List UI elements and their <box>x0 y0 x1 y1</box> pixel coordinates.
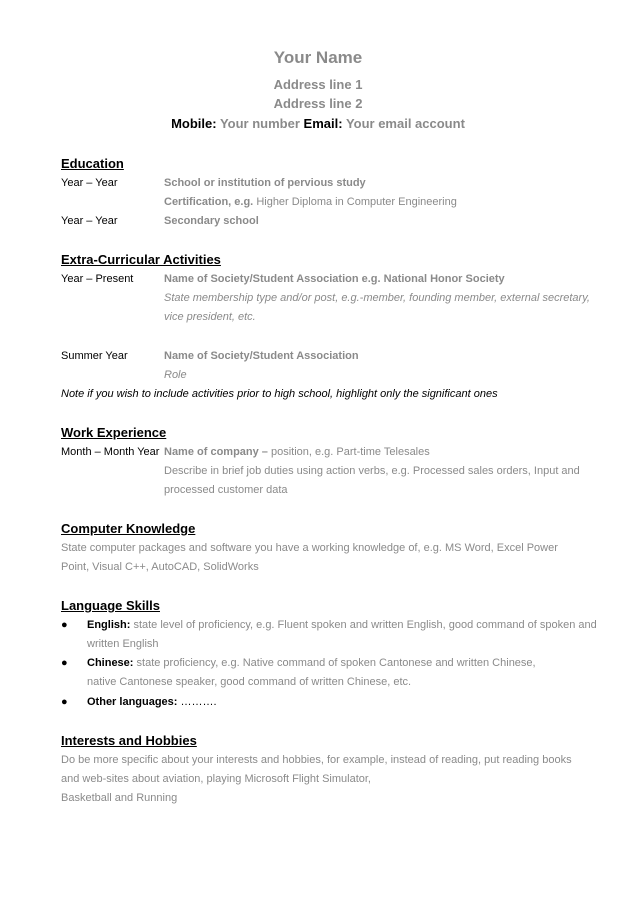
other-languages-label: Other languages: <box>87 696 178 708</box>
activity-name-2: Name of Society/Student Association <box>164 350 359 362</box>
computer-heading: Computer Knowledge <box>61 521 196 536</box>
work-position: position, e.g. Part-time Telesales <box>270 446 430 458</box>
certification-value: Higher Diploma in Computer Engineering <box>256 196 457 208</box>
english-label: English: <box>87 619 131 631</box>
chinese-label: Chinese: <box>87 657 134 669</box>
education-heading: Education <box>61 156 124 171</box>
work-company-line <box>164 443 604 462</box>
education-year-1: Year – Year <box>61 177 118 189</box>
contact-line <box>0 114 636 133</box>
work-company: Name of company – <box>164 446 268 458</box>
interests-text-2: Basketball and Running <box>61 792 178 804</box>
resume-name: Your Name <box>273 48 363 67</box>
language-other <box>87 693 597 712</box>
bullet-icon: ● <box>61 657 68 669</box>
resume-header <box>0 47 636 133</box>
interests-text: Do be more specific about your interests and hobbies, for example, instead of reading, put reading books and web-sites about aviation, playing Microsoft Flight Simulator, <box>61 754 572 786</box>
address-line-2: Address line 2 <box>273 96 363 112</box>
language-english <box>87 616 597 655</box>
work-duties: Describe in brief job duties using action verbs, e.g. Processed sales orders, Input and processed customer data <box>164 465 580 497</box>
language-heading: Language Skills <box>61 598 160 613</box>
mobile-value: Your number <box>219 115 300 131</box>
education-school-2: Secondary school <box>164 215 259 227</box>
certification-label: Certification, e.g. <box>164 196 254 208</box>
bullet-icon: ● <box>61 696 68 708</box>
computer-text: State computer packages and software you have a working knowledge of, e.g. MS Word, Excel Power Point, Visual C++, AutoCAD, SolidWorks <box>61 542 558 574</box>
activity-year-2: Summer Year <box>61 350 128 362</box>
activity-detail-1: State membership type and/or post, e.g.-member, founding member, external secretary, vice president, etc. <box>164 292 590 324</box>
address-line-1: Address line 1 <box>273 77 363 92</box>
bullet-icon: ● <box>61 619 68 631</box>
email-value: Your email account <box>345 115 465 131</box>
chinese-text: state proficiency, e.g. Native command of spoken Cantonese and written Chinese, native Cantonese speaker, good command of written Chinese, etc. <box>87 657 536 689</box>
work-year: Month – Month Year <box>61 446 160 458</box>
activity-year-1: Year – Present <box>61 273 134 285</box>
email-label: Email: <box>303 115 343 131</box>
extracurricular-heading: Extra-Curricular Activities <box>61 252 221 267</box>
education-certification <box>164 193 604 212</box>
interests-heading: Interests and Hobbies <box>61 733 197 748</box>
english-text: state level of proficiency, e.g. Fluent spoken and written English, good command of spoken and written English <box>87 619 597 651</box>
activity-note: Note if you wish to include activities prior to high school, highlight only the significant ones <box>61 388 498 400</box>
activity-detail-2: Role <box>164 369 187 381</box>
other-languages-text: ………. <box>180 696 217 708</box>
activity-name-1: Name of Society/Student Association e.g. National Honor Society <box>164 273 505 285</box>
mobile-label: Mobile: <box>171 115 217 131</box>
language-chinese <box>87 654 567 693</box>
education-school-1: School or institution of pervious study <box>164 177 366 189</box>
work-heading: Work Experience <box>61 425 167 440</box>
education-year-2: Year – Year <box>61 215 118 227</box>
